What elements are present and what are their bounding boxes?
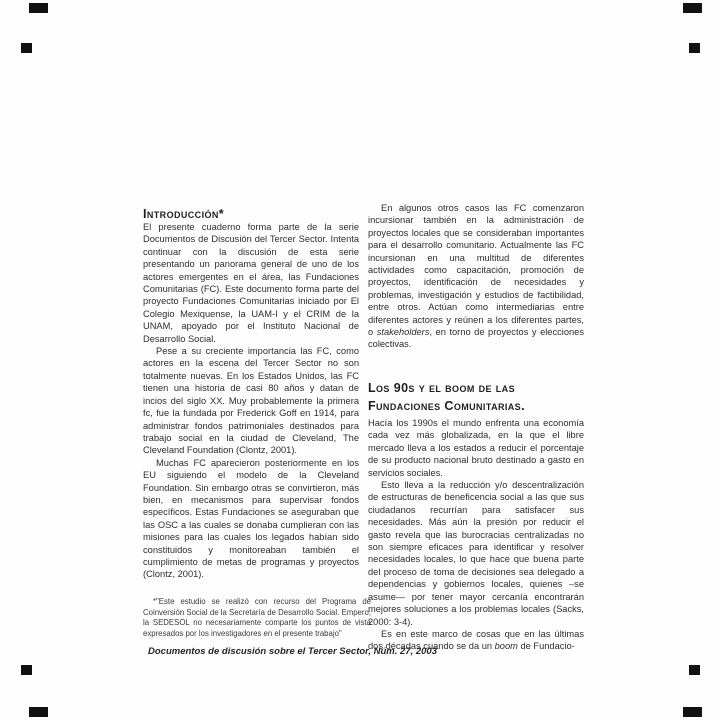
section-heading-introduccion: Introducción* [143, 207, 225, 222]
text-run: Esto lleva a la reducción y/o descentralización de estructuras de beneficencia social a las que sus ciudadanos recurrían para satisfacer sus necesidades. Más aún la presión por reducir el gasto revela que las burocracias centralizadas no son siempre eficaces para identificar y resolver necesidades locales, lo que hace que buena parte del proceso de toma de decisiones sea delegado a dependencias y gobiernos locales, quienes –se asume— por tener mayor cercanía encontrarán mejores soluciones a los problemas locales (Sacks, 2000: 3-4). [368, 480, 584, 627]
text-run: , en torno de proyectos y elecciones colectivas. [368, 327, 584, 350]
registration-mark-top-left-inner [21, 43, 32, 53]
registration-mark-bottom-left-outer [29, 707, 48, 717]
left-column-body [143, 221, 359, 581]
text-run: de Fundacio- [517, 641, 575, 652]
right-column-top-body [368, 202, 584, 351]
text-run: En algunos otros casos las FC comenzaron incursionar también en la administración de proyectos locales que se consideraban importantes para el desarrollo comunitario. Actualmente las FC incursionan en una multitud de diferentes actividades como capacitación, promoción de proyectos, identificación de necesidades y problemas, investigación y estudios de factibilidad, entre otros. Actúan como intermediarias entre diferentes actores y reúnen a los diferentes partes, o [368, 203, 584, 338]
text-run: Pese a su creciente importancia las FC, como actores en la escena del Tercer Sector no son totalmente nuevas. En los Estados Unidos, las FC tienen una historia de casi 80 años y datan de incios del siglo XX. Muy probablemente la primera fc, fue la fundada por Frederick Goff en 1914, para administrar fondos patrimoniales destinados para trabajo social en la ciudad de Cleveland, The Cleveland Foundation (Clontz, 2001). [143, 346, 359, 456]
text-run: Hacía los 1990s el mundo enfrenta una economía cada vez más globalizada, en la que el libre mercado lleva a los estados a reducir el porcentaje de su producto nacional bruto destinado a gasto en servicios sociales. [368, 418, 584, 478]
heading-line: Fundaciones Comunitarias. [368, 398, 525, 413]
paragraph [143, 457, 359, 581]
registration-mark-bottom-right-inner [689, 665, 700, 675]
paragraph [143, 221, 359, 345]
text-run: El presente cuaderno forma parte de la serie Documentos de Discusión del Tercer Sector. Intenta continuar con la discusión de esta serie presentando un panorama general de uno de los actores emergentes en el área, las Fundaciones Comunitarias (FC). Este documento forma parte del proyecto Fundaciones Comunitarias iniciado por El Colegio Mexiquense, la UAM-I y el CRIM de la UNAM, apoyado por el Instituto Nacional de Desarrollo Social. [143, 222, 359, 344]
italic-text-run: stakeholders [376, 327, 430, 338]
paragraph [368, 417, 584, 479]
page-footer-series-title: Documentos de discusión sobre el Tercer Sector, Núm. 27, 2003 [148, 646, 437, 657]
paragraph [143, 597, 371, 639]
registration-mark-top-right-outer [683, 3, 702, 13]
paragraph [143, 345, 359, 457]
footnote [143, 597, 371, 639]
text-run: *"Este estudio se realizó con recurso del Programa de Coinversión Social de la Secretaría de Desarrollo Social. Empero, la SEDESOL no necesariamente comparte los puntos de vista expresados por los investigadores en el presente trabajo" [143, 597, 371, 638]
section-heading-los-90s [368, 380, 584, 415]
right-column-bottom-body [368, 417, 584, 653]
registration-mark-top-left-outer [29, 3, 48, 13]
heading-line: Los 90s y el boom de las [368, 381, 515, 396]
registration-mark-bottom-right-outer [683, 707, 702, 717]
text-run: Es en este marco de cosas que en las últimas dos décadas cuando se da un [368, 628, 584, 652]
paragraph [368, 479, 584, 628]
registration-mark-top-right-inner [689, 43, 700, 53]
paragraph [368, 202, 584, 351]
italic-text-run: boom [494, 641, 518, 652]
text-run: Muchas FC aparecieron posteriormente en los EU siguiendo el modelo de la Cleveland Foundation. Sin embargo otras se convirtieron, más bien, en mecanismos para supervisar fondos específicos. Estas Fundaciones se aseguraban que las OSC a las cuales se donaba cumplieran con las misiones para las cuales los legados habían sido constituidos y monitoreaban también el cumplimiento de metas de programas y proyectos (Clontz, 2001). [143, 457, 359, 580]
registration-mark-bottom-left-inner [21, 665, 32, 675]
